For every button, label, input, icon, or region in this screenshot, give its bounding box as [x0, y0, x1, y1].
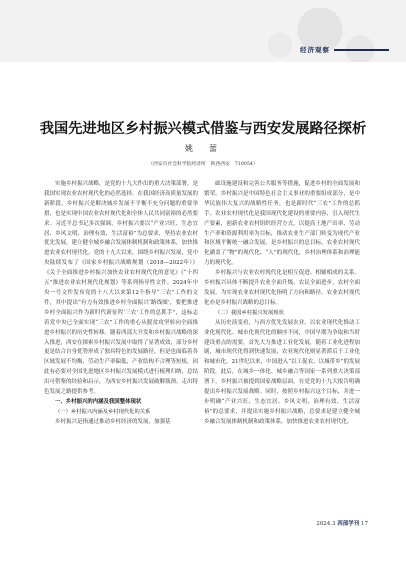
page-footer	[218, 519, 368, 527]
section-tag-label: 经济观察	[300, 46, 330, 54]
issue-number: 2024.3	[316, 521, 336, 527]
body-column-right	[204, 180, 360, 428]
subsection-heading: （一）乡村振兴内涵及乡村现代化的关系	[55, 408, 151, 415]
paragraph: 乡村振兴是指通过推动乡村经济的发展，加强基	[55, 418, 171, 425]
article-title: 我国先进地区乡村振兴模式借鉴与西安发展路径探析	[39, 121, 367, 137]
section-tag	[300, 44, 389, 55]
paragraph: 乡村振兴与农业农村现代化是相互促进、相辅相成的关系。乡村振兴具体不断提升农业全面升级、农民全面进步，农村全面发展，为实现农业农村现代化指明了方向和路径。农业农村现代化亦是乡村振兴战略的总目标。	[204, 270, 360, 306]
paragraph: 从历史演变看，与西方优先发展农业、以农业现代化推动工业化现代化、城市化现代化的顺序不同，中国早期为争取和当时建设重点的需要，首先大力推进工业化发展，随着工业化进程加剧，城市现代化得到快速发展，农业现代化则显著滞后于工业化和城市化。21世纪以来，中国进入“以工促农、以城带乡”的发展阶段。此后，在城乡一体化、城乡融合等国家一系列重大决策部署下，乡村振兴被提到国家战略层面，在党党的十九大报告明确提出乡村振兴发展战略。同时，按照乡村振兴这个目标，并进一步明确“产业兴旺、生态宜居、乡风文明、治理有效、生活富裕”的总要求，并提出实施乡村振兴战略，总要求是建立健全城乡融合发展体制机制和政策体系，加快推进农业农村现代化。	[204, 319, 360, 425]
body-column-left	[44, 180, 198, 428]
subsection-heading: （二）我国乡村振兴发展现状	[215, 309, 284, 316]
author-affiliation: （西安市社会科学院经济所 陕西西安 710054）	[148, 162, 258, 167]
paragraph: 实施乡村振兴战略，是党的十九大作出的重大决策部署，是我国实现农业农村现代化的必然选择。在我国经济高质量发展的新阶段，乡村振兴是解决城乡发展不平衡不充分问题的重要举措，也是实现中国农业农村现代化和全体人民共同富裕的必然要求。习近平总书记多次强调，乡村振兴要以“产业兴旺、生态宜居、乡风文明、治理有效、生活富裕”为总要求，坚持农业农村优先发展，建立健全城乡融合发展体制机制和政策体系，加快推进农业农村现代化。党的十九大以来，围绕乡村振兴发展，党中央陆续发布了《国家乡村振兴战略规划（2018—2022年）》《关于全面推进乡村振兴加快农业农村现代化的意见》《“十四五”推进农业农村现代化规划》等系列指导性文件。2024年中央一号文件发布党的十八大以来第12个指导“三农”工作的文件，其中提出“有力有效推进乡村全面振兴‘路线图’，要把推进乡村全面振兴作为新时代新征程‘三农’工作的总抓手”，这标志着党中央已全面实现“三农”工作的重心从脱贫攻坚转向全面推进乡村振兴的历史性转移。随着西部大开发和乡村振兴战略的深入推进，西安在探索乡村振兴发展中取得了显著成效，部分乡村更是结合自身优势形成了独具特色的发展路径，但是也面临着各区域发展不均衡、劳动生产率偏低、产业结构不合理等短板。因此有必要对全国先进地区乡村振兴发展模式进行梳理归纳，总结出可借鉴的经验和启示，为西安乡村振兴发展破解瓶颈、走出特色发展之路提供参考。	[44, 181, 199, 396]
section-tag-rule	[334, 49, 389, 51]
header-band	[0, 0, 406, 62]
page-number: 17	[361, 521, 368, 527]
section-heading: 一、乡村振兴的内涵及我国整体现状	[55, 398, 142, 405]
paragraph: 础设施建设和完善公共服务等措施，促进乡村的全面发展和繁荣。乡村振兴是中国特色社会主义事业的重要组成部分，是中华民族伟大复兴的战略性任务，也是新时代“三农”工作的总抓手。农业农村现代化是我国现代化建设的重要内容，引入现代生产要素，创新农业农村组织经营方式，以提高土地产出率、劳动生产率和资源利用率为目标，推动农业生产部门转变为现代产业和区域平衡统一融合发展，是乡村振兴的总目标。农业农村现代化涵盖了“物”的现代化、“人”的现代化，乡村治理体系和治理能力的现代化。	[204, 181, 360, 267]
article-author: 姚 蕾	[185, 144, 221, 153]
journal-name: 西部学刊	[337, 521, 360, 527]
